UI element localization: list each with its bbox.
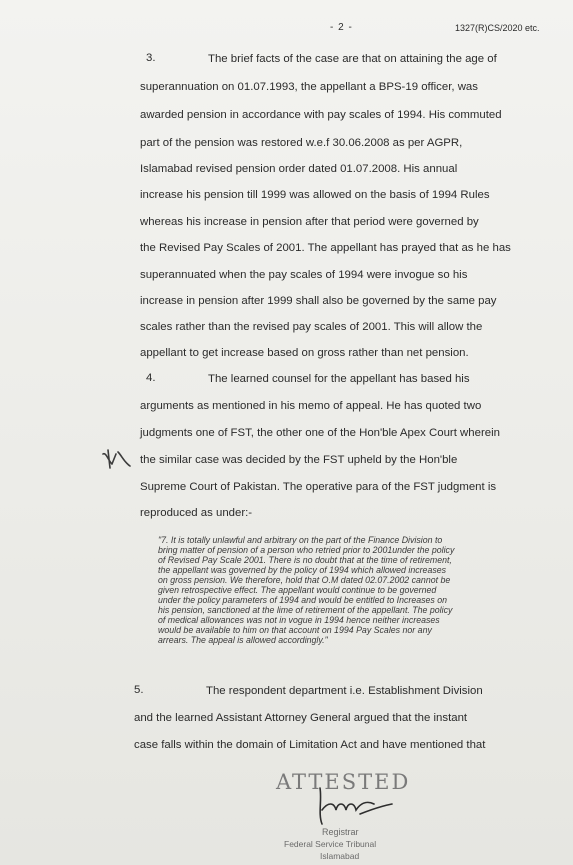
- quote-line: the appellant was governed by the policy of 1994 which allowed increases: [158, 565, 447, 575]
- paragraph-line: superannuated when the pay scales of 1994 were invogue so his: [140, 269, 468, 281]
- handwritten-signature-icon: [300, 780, 410, 830]
- attested-stamp: ATTESTED: [276, 770, 411, 794]
- paragraph-line: and the learned Assistant Attorney General argued that the instant: [134, 712, 468, 724]
- paragraph-line: increase in pension after 1999 shall also be governed by the same pay: [140, 295, 497, 307]
- stamp-city: Islamabad: [320, 851, 360, 861]
- quote-line: of Revised Pay Scale 2001. There is no doubt that at the time of retirement,: [158, 555, 452, 565]
- paragraph-line: judgments one of FST, the other one of the Hon'ble Apex Court wherein: [140, 427, 500, 439]
- paragraph-line: The learned counsel for the appellant has based his: [208, 373, 470, 385]
- paragraph-line: the Revised Pay Scales of 2001. The appellant has prayed that as he has: [140, 242, 511, 254]
- quote-line: of medical allowances was not in vogue in 1994 hence neither increases: [158, 615, 440, 625]
- quote-line: on gross pension. We therefore, hold that O.M dated 02.07.2002 cannot be: [158, 575, 451, 585]
- quote-line: arrears. The appeal is allowed accordingly.": [158, 635, 328, 645]
- paragraph-line: scales rather than the revised pay scales of 2001. This will allow the: [140, 321, 483, 333]
- quote-line: under the policy parameters of 1994 and would be entitled to Increases on: [158, 595, 448, 605]
- paragraph-line: appellant to get increase based on gross rather than net pension.: [140, 347, 469, 359]
- paragraph-5-number: 5.: [134, 684, 144, 696]
- paragraph-line: the similar case was decided by the FST upheld by the Hon'ble: [140, 454, 458, 466]
- paragraph-line: increase his pension till 1999 was allowed on the basis of 1994 Rules: [140, 189, 490, 201]
- quote-line: bring matter of pension of a person who retried prior to 2001under the policy: [158, 545, 455, 555]
- paragraph-line: Islamabad revised pension order dated 01.07.2008. His annual: [140, 163, 458, 175]
- quote-line: would be available to him on that account on 1994 Pay Scales nor any: [158, 625, 432, 635]
- paragraph-line: reproduced as under:-: [140, 507, 253, 519]
- paragraph-line: superannuation on 01.07.1993, the appellant a BPS-19 officer, was: [140, 81, 478, 93]
- stamp-registrar: Registrar: [322, 827, 359, 837]
- paragraph-line: awarded pension in accordance with pay scales of 1994. His commuted: [140, 109, 502, 121]
- quote-line: given retrospective effect. The appellant would continue to be governed: [158, 585, 437, 595]
- paragraph-line: whereas his increase in pension after that period were governed by: [140, 216, 479, 228]
- quote-line: his pension, sanctioned at the lime of retirement of the appellant. The policy: [158, 605, 453, 615]
- paragraph-line: The respondent department i.e. Establishment Division: [206, 685, 483, 697]
- paragraph-line: part of the pension was restored w.e.f 30.06.2008 as per AGPR,: [140, 137, 463, 149]
- paragraph-4-number: 4.: [146, 372, 156, 384]
- paragraph-line: case falls within the domain of Limitation Act and have mentioned that: [134, 739, 486, 751]
- quote-line: "7. It is totally unlawful and arbitrary on the part of the Finance Division to: [158, 535, 443, 545]
- case-reference: 1327(R)CS/2020 etc.: [455, 23, 540, 33]
- paragraph-line: The brief facts of the case are that on attaining the age of: [208, 53, 497, 65]
- paragraph-3-number: 3.: [146, 52, 156, 64]
- page-number: - 2 -: [330, 22, 353, 33]
- stamp-tribunal: Federal Service Tribunal: [284, 839, 377, 849]
- paragraph-line: arguments as mentioned in his memo of appeal. He has quoted two: [140, 400, 482, 412]
- paragraph-line: Supreme Court of Pakistan. The operative para of the FST judgment is: [140, 481, 497, 493]
- handwritten-tick-mark-icon: [100, 448, 138, 472]
